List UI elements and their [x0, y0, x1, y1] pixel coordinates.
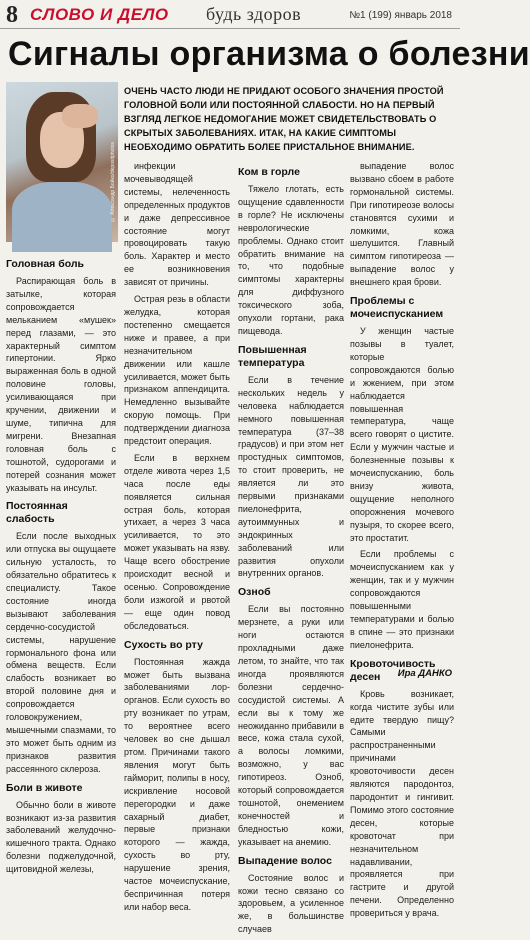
subheading-urination: Проблемы с мочеиспусканием	[350, 295, 444, 321]
newspaper-brand: СЛОВО И ДЕЛО	[30, 5, 169, 24]
paragraph: выпадение волос вызвано сбоем в работе гормональной системы. При гипотиреозе волосы становятся сухими и ломкими, кожа шелушится. Главный симптом гипотиреоза — выпадение волос у внешнего края брови.	[350, 161, 454, 288]
issue-info: №1 (199) январь 2018	[349, 10, 452, 21]
paragraph: Если проблемы с мочеиспусканием как у женщин, так и у мужчин сопровождаются повышенными температурами и болью в спине — это признаки пиелонефрита.	[350, 549, 454, 650]
paragraph: инфекции мочевыводящей системы, нелеченность определенных продуктов и даже депрессивное состояние могут провоцировать такую боль. Характер и место ее возникновения зависят от причины.	[124, 161, 230, 288]
paragraph: Если в верхнем отделе живота через 1,5 часа после еды появляется сильная острая боль, которая утихает, а через 3 часа усиливается, то это может указывать на язву. Чаще всего обострение происходит весной и осенью. Сопровождение боли изжогой и рвотой — еще один повод обследоваться.	[124, 452, 230, 631]
paragraph: Если после выходных или отпуска вы ощущаете сильную усталость, то обязательно обратитесь к специалисту. Такое состояние иногда вызывают заболевания сердечно-сосудистой системы, нарушение гормонального фона или обмена веществ. Если слабость возникает во второй половине дня и сопровождается головокружением, мышечными спазмами, то это может быть одним из признаков развития рассеянного склероза.	[6, 531, 116, 774]
subheading-chills: Озноб	[238, 586, 271, 599]
paragraph: Если вы постоянно мерзнете, а руки или ноги остаются прохладными даже летом, то знайте, что так иногда проявляются болезни сердечно-сосудистой системы. А если вы к тому же неожиданно прибавили в весе, кожа стала сухой, а волосы ломкими, возможно, у вас гипотиреоз. Озноб, который сопровождается тошнотой, онемением конечностей и бледностью кожи, указывает на анемию.	[238, 604, 344, 847]
article-title: Сигналы организма о болезни	[8, 35, 530, 73]
author-signature: Ира ДАНКО	[397, 668, 452, 679]
article-photo	[6, 82, 118, 242]
column-3	[238, 160, 344, 940]
paragraph: Острая резь в области желудка, которая постепенно смещается ниже и правее, а при незначительном движении или кашле усиливается, может быть признаком аппендицита. Немедленно вызывайте скорую помощь. При подтверждении диагноза предстоит операция.	[124, 294, 230, 447]
subheading-dry-mouth: Сухость во рту	[124, 638, 203, 651]
paragraph: Кровь возникает, когда чистите зубы или едите твердую пищу? Самыми распространенными причинами кровоточивости десен являются пародонтоз, пародонтит и гингивит. Помимо этого состояние десен, которые кровоточат при незначительном надавливании, проявляется при гастрите и другой печени. Определенно провериться у врача.	[350, 688, 454, 919]
paragraph: Постоянная жажда может быть вызвана заболеваниями лор-органов. Если сухость во рту возникает по утрам, то вероятнее всего человек во сне дышал ртом. Причинами такого явления могут быть гайморит, полипы в носу, искривление носовой перегородки и даже сахарный диабет, первые признаки которого — жажда, сухость во рту, нарушение зрения, частое мочеиспускание, беспричинная потеря или набор веса.	[124, 656, 230, 912]
section-name: будь здоров	[206, 4, 302, 24]
paragraph: Распирающая боль в затылке, которая сопровождается мельканием «мушек» перед глазами, — это характерный симптом гипертонии. Ярко выраженная боль в одной половине головы, усиливающаяся при кручении, движении и шуме, типична для мигрени. Внезапная головная боль с тошнотой, судорогами и потерей сознания может указывать на инсульт.	[6, 276, 116, 493]
paragraph: Тяжело глотать, есть ощущение сдавленности в горле? Не исключены неврологические проблемы. Однако стоит обратить внимание на то, что подобные симптомы характерны для диффузного токсического зоба, опухоли гортани, рака пищевода.	[238, 184, 344, 336]
paragraph: Если в течение нескольких недель у человека наблюдается немного повышенная температура (37–38 градусов) и при этом нет простудных симптомов, то стоит проверить, не является ли это первыми признаками пиелонефрита, аутоиммунных и эндокринных заболеваний или развития опухоли внутренних органов.	[238, 374, 344, 579]
subheading-weakness: Постоянная слабость	[6, 500, 68, 526]
column-2	[124, 160, 230, 918]
paragraph: Обычно боли в животе возникают из-за развития заболеваний желудочно-кишечного тракта. Однако болезни поджелудочной, щитовидной железы,	[6, 799, 116, 875]
subheading-stomach-pain: Боли в животе	[6, 781, 83, 794]
subheading-gum-bleeding: Кровоточивость десен	[350, 657, 436, 683]
page-header	[0, 0, 460, 29]
article-lead: ОЧЕНЬ ЧАСТО ЛЮДИ НЕ ПРИДАЮТ ОСОБОГО ЗНАЧЕНИЯ ПРОСТОЙ ГОЛОВНОЙ БОЛИ ИЛИ ПОСТОЯННОЙ СЛАБОСТИ. НО НА ПЕРВЫЙ ВЗГЛЯД ЛЕГКОЕ НЕДОМОГАНИЕ МОЖЕТ СВИДЕТЕЛЬСТВОВАТЬ О СКРЫТЫХ ЗАБОЛЕВАНИЯХ. ИТАК, НА КАКИЕ СИМПТОМЫ НЕОБХОДИМО ОБРАТИТЬ БОЛЕЕ ПРИСТАЛЬНОЕ ВНИМАНИЕ.	[124, 86, 444, 152]
column-4	[350, 160, 454, 924]
photo-credit: © Александр Бойко/depositphotos	[110, 142, 116, 223]
column-1	[6, 252, 116, 880]
paragraph: Состояние волос и кожи тесно связано со здоровьем, а усиленное же, в большинстве случаев	[238, 872, 344, 935]
page-number: 8	[6, 2, 18, 28]
paragraph: У женщин частые позывы в туалет, которые сопровождаются болью и жжением, при этом наблюдается повышенная температура, чаще всего говорят о цистите. Если у мужчин частые и болезненные позывы к мочеиспусканию, боль внизу живота, ощущение неполного опорожнения мочевого пузыря, то скорее всего, это простатит.	[350, 326, 454, 543]
subheading-lump-in-throat: Ком в горле	[238, 166, 300, 178]
subheading-fever: Повышенная температура	[238, 343, 307, 369]
subheading-hair-loss: Выпадение волос	[238, 854, 332, 867]
subheading-headache: Головная боль	[6, 258, 84, 270]
